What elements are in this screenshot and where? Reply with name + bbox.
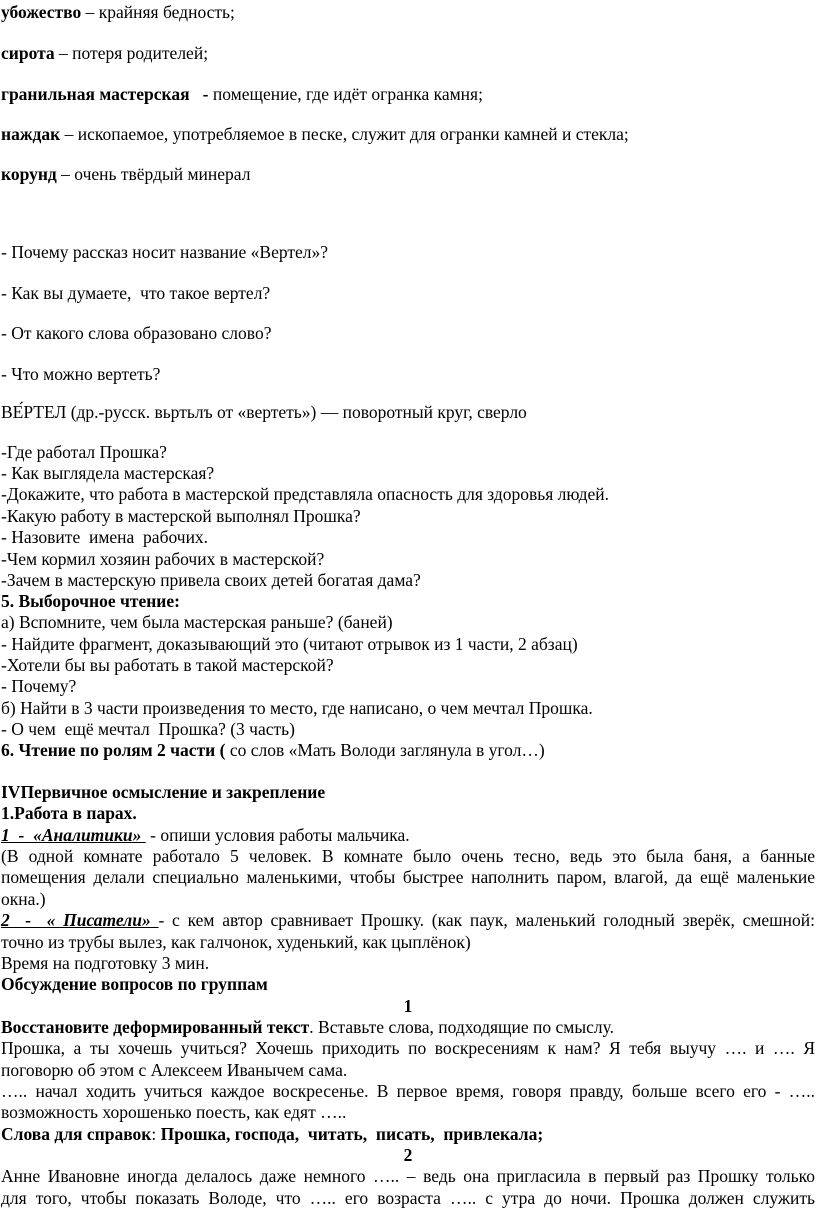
group-number: 2: [403, 1145, 413, 1165]
answer-line: помещения делали специально маленькими, чтобы быстрее наполнить паром, влагой, да ещё маленькие: [1, 867, 815, 887]
question: -Какую работу в мастерской выполнял Прошка?: [1, 506, 361, 526]
glossary-item: наждак – ископаемое, употребляемое в песке, служит для огранки камней и стекла;: [1, 124, 629, 144]
section-heading: Обсуждение вопросов по группам: [1, 974, 268, 994]
text-line: ….. начал ходить учиться каждое воскресенье. В первое время, говоря правду, больше всего его - …..: [1, 1081, 815, 1101]
section-heading: 6. Чтение по ролям 2 части ( со слов «Мать Володи заглянула в угол…): [1, 740, 545, 760]
task-line: Восстановите деформированный текст. Вставьте слова, подходящие по смыслу.: [1, 1017, 614, 1037]
group-number: 1: [403, 996, 413, 1016]
question: -Докажите, что работа в мастерской представляла опасность для здоровья людей.: [1, 484, 610, 504]
question: -Чем кормил хозяин рабочих в мастерской?: [1, 549, 325, 569]
task-line: -Хотели бы вы работать в такой мастерской?: [1, 655, 334, 675]
text-line: Анне Ивановне иногда делалось даже немного ….. – ведь она пригласила в первый раз Прошку только: [1, 1166, 815, 1186]
glossary-item: корунд – очень твёрдый минерал: [1, 164, 251, 184]
task-line: - Найдите фрагмент, доказывающий это (читают отрывок из 1 части, 2 абзац): [1, 634, 578, 654]
text-line: возможность хорошенько поесть, как едят …..: [1, 1102, 347, 1122]
glossary-item: гранильная мастерская - помещение, где идёт огранка камня;: [1, 84, 483, 104]
glossary-item: сирота – потеря родителей;: [1, 43, 209, 63]
question: - От какого слова образовано слово?: [1, 323, 272, 343]
question: - Как выглядела мастерская?: [1, 463, 215, 483]
section-heading: 5. Выборочное чтение:: [1, 591, 180, 611]
question: - Назовите имена рабочих.: [1, 527, 209, 547]
question: -Где работал Прошка?: [1, 442, 167, 462]
question: - Почему рассказ носит название «Вертел»?: [1, 242, 329, 262]
task-line: 2 - « Писатели» - с кем автор сравнивает Прошку. (как паук, маленький голодный зверёк, смешной:: [1, 910, 816, 930]
task-line: - Почему?: [1, 676, 77, 696]
question: - Что можно вертеть?: [1, 364, 161, 384]
task-line: а) Вспомните, чем была мастерская раньше? (баней): [1, 612, 393, 632]
text-line: для того, чтобы показать Володе, что ….. его возраста ….. с утра до ночи. Прошка должен служить: [1, 1188, 815, 1208]
task-line: б) Найти в 3 части произведения то место, где написано, о чем мечтал Прошка.: [1, 698, 593, 718]
question: - Как вы думаете, что такое вертел?: [1, 283, 271, 303]
section-heading: 1.Работа в парах.: [1, 803, 137, 823]
note: Время на подготовку 3 мин.: [1, 953, 210, 973]
glossary-item: убожество – крайняя бедность;: [1, 2, 235, 22]
answer-line: окна.): [1, 889, 46, 909]
reference-words: Слова для справок: Прошка, господа, читать, писать, привлекала;: [1, 1124, 544, 1144]
task-line: 1 - «Аналитики» - опиши условия работы мальчика.: [1, 825, 410, 845]
answer-line: точно из трубы вылез, как галчонок, худенький, как цыплёнок): [1, 932, 471, 952]
text-line: Прошка, а ты хочешь учиться? Хочешь приходить по воскресениям к нам? Я тебя выучу …. и …. Я: [1, 1038, 815, 1058]
answer-line: (В одной комнате работало 5 человек. В комнате было очень тесно, ведь это была баня, а банные: [1, 846, 815, 866]
section-heading: IVПервичное осмысление и закрепление: [1, 782, 326, 802]
question: -Зачем в мастерскую привела своих детей богатая дама?: [1, 570, 421, 590]
text-line: поговорю об этом с Алексеем Иванычем сама.: [1, 1060, 348, 1080]
task-line: - О чем ещё мечтал Прошка? (3 часть): [1, 719, 295, 739]
definition: ВЕ́РТЕЛ (др.-русск. вьртьлъ от «вертеть») — поворотный круг, сверло: [1, 402, 527, 422]
